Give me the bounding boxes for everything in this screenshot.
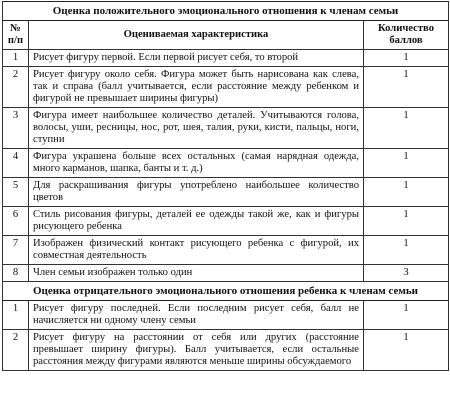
row-score: 1 (364, 108, 449, 149)
column-header-row (3, 21, 449, 50)
row-num: 1 (3, 50, 29, 67)
table-row (3, 301, 449, 330)
row-score: 1 (364, 301, 449, 330)
row-text: Рисует фигуру около себя. Фигура может быть нарисована как слева, так и справа (балл учитывается, если расстояние между ребенком и фигурой не превышает ширины фигуры) (29, 67, 364, 108)
row-text: Рисует фигуру первой. Если первой рисует себя, то второй (29, 50, 364, 67)
row-num: 2 (3, 67, 29, 108)
table-row (3, 149, 449, 178)
row-text: Стиль рисования фигуры, деталей ее одежды такой же, как и фигуры рисующего ребенка (29, 207, 364, 236)
row-num: 2 (3, 330, 29, 371)
row-text: Изображен физический контакт рисующего ребенка с фигурой, их совместная деятельность (29, 236, 364, 265)
section2-title-row (3, 282, 449, 301)
row-num: 8 (3, 265, 29, 282)
table-row (3, 207, 449, 236)
row-num: 4 (3, 149, 29, 178)
table-row (3, 108, 449, 149)
row-score: 1 (364, 236, 449, 265)
section1-title-row (3, 2, 449, 21)
table-row (3, 50, 449, 67)
table-row (3, 178, 449, 207)
row-text: Для раскрашивания фигуры употреблено наибольшее количество цветов (29, 178, 364, 207)
row-num: 7 (3, 236, 29, 265)
row-score: 1 (364, 50, 449, 67)
row-text: Фигура имеет наибольшее количество деталей. Учитываются голова, волосы, уши, ресницы, нос, рот, шея, талия, руки, кисти, пальцы, ноги, ступни (29, 108, 364, 149)
row-score: 1 (364, 149, 449, 178)
row-num: 1 (3, 301, 29, 330)
section2-title: Оценка отрицательного эмоционального отношения ребенка к членам семьи (3, 282, 449, 301)
section1-title: Оценка положительного эмоционального отношения к членам семьи (3, 2, 449, 21)
row-score: 3 (364, 265, 449, 282)
table-row (3, 67, 449, 108)
table-row (3, 265, 449, 282)
row-score: 1 (364, 330, 449, 371)
row-text: Рисует фигуру на расстоянии от себя или других (расстояние превышает ширину фигуры). Балл учитывается, если остальные расстояния между фигурами являются меньше ширины обсуждаемого (29, 330, 364, 371)
table-row (3, 330, 449, 371)
evaluation-table (2, 1, 449, 371)
header-num: № п/п (3, 21, 29, 50)
row-num: 6 (3, 207, 29, 236)
row-text: Член семьи изображен только один (29, 265, 364, 282)
row-text: Рисует фигуру последней. Если последним рисует себя, балл не начисляется ни одному члену семьи (29, 301, 364, 330)
row-score: 1 (364, 67, 449, 108)
row-text: Фигура украшена больше всех остальных (самая нарядная одежда, много карманов, шапка, банты и т. д.) (29, 149, 364, 178)
table-row (3, 236, 449, 265)
row-num: 5 (3, 178, 29, 207)
row-num: 3 (3, 108, 29, 149)
header-score: Количество баллов (364, 21, 449, 50)
document-page (2, 1, 448, 371)
row-score: 1 (364, 178, 449, 207)
header-characteristic: Оцениваемая характеристика (29, 21, 364, 50)
row-score: 1 (364, 207, 449, 236)
